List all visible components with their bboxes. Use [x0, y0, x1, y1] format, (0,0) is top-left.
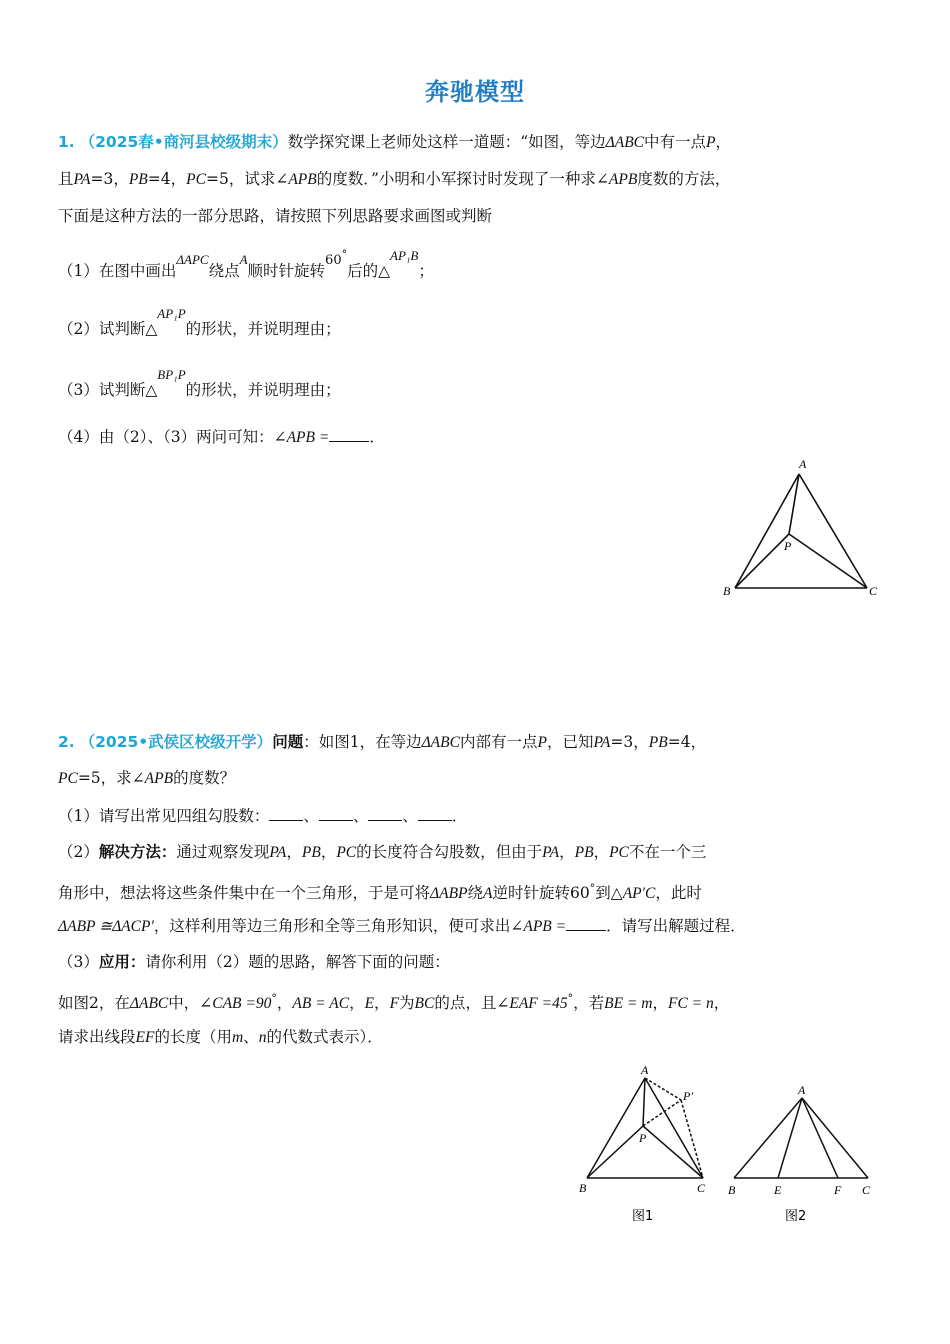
vertex-label-b: B: [723, 584, 731, 598]
q2-text: 的度数？: [173, 769, 236, 787]
q1-math: ∠APB =: [273, 429, 330, 446]
q2-math: ∠APB =: [510, 918, 567, 935]
q1-text: ，: [715, 133, 731, 151]
q1-math: ∠APB: [275, 171, 317, 188]
q2-text: ，: [633, 733, 649, 751]
q2-text: 中，: [168, 994, 200, 1013]
q2-math: ΔABP ≅ΔACP′: [58, 918, 154, 935]
q2-math: A: [483, 885, 493, 903]
q1-text: 数学探究课上老师处这样一道题：“如图，等边: [287, 133, 606, 151]
q1-text: 且: [58, 170, 74, 188]
vertex-label-c: C: [697, 1181, 706, 1195]
q2-text: ，: [652, 994, 668, 1013]
vertex-label-a: A: [798, 1083, 806, 1097]
q1-figure: [715, 452, 890, 602]
q2-text: 不在一个三: [628, 843, 707, 861]
q2-text: ，: [593, 843, 610, 861]
answer-blank: [418, 804, 452, 821]
q2-math: E: [364, 995, 375, 1013]
q2-math: n: [258, 1029, 267, 1046]
q1-text: 中有一点: [644, 133, 707, 151]
q2-step-1: [58, 804, 467, 827]
q1-text: 的度数．”小明和小军探讨时发现了一种求: [316, 170, 596, 188]
q2-math: ∠EAF =45: [496, 995, 568, 1013]
q2-line-1: [58, 731, 706, 754]
point-label-f: F: [834, 1183, 842, 1197]
q2-text: 逆时针旋转: [492, 884, 571, 903]
point-label-p: P: [784, 539, 792, 553]
q2-math: P: [537, 734, 547, 751]
q2-math: PA: [269, 844, 287, 861]
q2-math: EF: [135, 1029, 155, 1046]
answer-blank: [319, 804, 353, 821]
q2-text: ，: [349, 994, 365, 1013]
q1-line-3: 下面是这种方法的一部分思路，请按照下列思路要求画图或判断: [58, 207, 493, 225]
q2-figure-2: [722, 1082, 877, 1232]
q2-text: 到△: [595, 884, 623, 903]
q1-text: （1）在图中画出: [58, 262, 177, 281]
q2-text: 内部有一点: [459, 733, 538, 751]
q2-text: 如图2，在: [58, 994, 130, 1013]
q2-text: ，已知: [546, 733, 594, 751]
q1-math: =5: [205, 170, 229, 188]
q2-text: ：如图1，在等边: [303, 733, 422, 751]
q1-step-3: [58, 367, 341, 402]
q1-math: AP₁B: [390, 248, 419, 264]
q2-apply-line-2: [58, 1026, 383, 1049]
q2-text: ，若: [573, 994, 605, 1013]
answer-blank: [368, 804, 402, 821]
q2-math: =3: [610, 733, 634, 751]
q2-math: F: [389, 995, 400, 1013]
q2-step-2-line-1: [58, 841, 706, 864]
q2-label: 应用：: [98, 953, 146, 971]
q1-number: 1.: [58, 133, 75, 151]
q1-math: ΔABC: [605, 134, 644, 151]
q1-math: BP₁P: [157, 367, 186, 382]
q1-math: PA: [73, 171, 91, 188]
q2-text: 、: [243, 1028, 259, 1046]
q2-source: （2025•武侯区校级开学）: [79, 733, 273, 751]
q1-line-1: [58, 131, 731, 154]
q2-text: ，此时: [655, 884, 702, 903]
q2-math: PC: [609, 844, 629, 861]
q1-step-1: （1）在图中画出$^{\Delta APC}$绕点$^A$顺时针旋转$^{60^\circ}$后的△$^{AP_1B}$；: [58, 248, 434, 281]
q1-text: ；: [418, 262, 434, 281]
page-title: 奔驰模型: [425, 78, 525, 106]
figure-caption: 图1: [632, 1209, 654, 1224]
q2-math: PC: [336, 844, 357, 861]
q2-math: PB: [574, 844, 594, 861]
q2-text: 、: [303, 807, 319, 825]
q2-text: （2）: [58, 843, 99, 861]
q1-text: ，: [113, 170, 129, 188]
q2-step-2-line-2: 角形中，想法将这些条件集中在一个三角形，于是可将ΔABP绕A逆时针旋转60°到△AP′C，此时: [58, 882, 702, 903]
q2-number: 2.: [58, 733, 75, 751]
q2-text: 的长度（用: [154, 1028, 232, 1046]
q1-line-2: [58, 168, 730, 191]
vertex-label-c: C: [869, 584, 878, 598]
q1-math: 60: [325, 253, 342, 269]
q2-step-3: [58, 951, 450, 973]
q2-text: 请求出线段: [58, 1028, 136, 1046]
q1-math: ∠APB: [595, 171, 638, 188]
q2-math: PB: [301, 844, 321, 861]
q1-text: ，试求: [228, 170, 276, 188]
q2-figure-1: [575, 1062, 725, 1232]
q1-text: ．: [369, 428, 385, 446]
q2-math: m: [231, 1029, 244, 1046]
q2-text: （3）: [58, 953, 99, 971]
q1-math: =4: [147, 170, 171, 188]
q2-math: PB: [648, 734, 668, 751]
q2-text: 、: [402, 807, 418, 825]
q1-math: PB: [128, 171, 148, 188]
q2-text: ，这样利用等边三角形和全等三角形知识，便可求出: [153, 917, 511, 935]
q2-text: 的代数式表示）．: [266, 1028, 383, 1046]
q2-text: （1）请写出常见四组勾股数：: [58, 807, 270, 825]
q2-math: AB = AC: [292, 995, 350, 1013]
point-label-p-prime: P′: [683, 1089, 693, 1103]
q1-math: PC: [186, 171, 206, 188]
q2-math: 60: [570, 884, 590, 903]
q2-text: 的长度符合勾股数，但由于: [356, 843, 543, 861]
point-label-e: E: [774, 1183, 782, 1197]
q2-math: PC: [58, 770, 78, 787]
q2-text: ，: [559, 843, 575, 861]
q1-text: 顺时针旋转: [247, 262, 326, 281]
answer-blank: [269, 804, 303, 821]
q1-math: =3: [90, 170, 114, 188]
q2-text: ．: [451, 807, 468, 825]
q2-text: 请你利用（2）题的思路，解答下面的问题：: [145, 953, 450, 971]
q2-text: 的点，且: [434, 994, 497, 1013]
q1-source: （2025春•商河县校级期末）: [79, 133, 288, 151]
q2-math: =5: [77, 769, 101, 787]
q1-step-2: [58, 306, 341, 341]
q2-label: 解决方法：: [98, 843, 177, 861]
q1-math: ΔAPC: [176, 252, 209, 268]
q2-step-2-line-3: [58, 914, 746, 938]
q2-text: ，: [713, 994, 730, 1013]
q2-math: AP′C: [622, 885, 656, 903]
q2-math: ∠APB: [131, 770, 174, 787]
q2-text: ，: [690, 733, 707, 751]
q2-math: PA: [542, 844, 560, 861]
q1-math: P: [706, 134, 716, 151]
figure-caption: 图2: [785, 1209, 807, 1224]
answer-blank: [329, 425, 369, 442]
q2-text: ，求: [100, 769, 132, 787]
vertex-label-a: A: [641, 1063, 649, 1077]
q1-text: 后的△: [347, 262, 391, 281]
q2-text: ，: [320, 843, 337, 861]
q2-apply-line-1: 如图2，在ΔABC中，∠CAB =90°，AB = AC，E，F为BC的点，且∠EAF =45°，若BE = m，FC = n，: [58, 992, 730, 1013]
vertex-label-b: B: [728, 1183, 736, 1197]
point-label-p: P: [639, 1131, 647, 1145]
q2-line-2: [58, 767, 235, 790]
q1-text: 的形状，并说明理由；: [185, 320, 341, 338]
q1-text: ，: [170, 170, 187, 188]
q1-text: （4）由（2）、（3）两问可知：: [58, 428, 274, 446]
q2-math: FC = n: [667, 995, 714, 1013]
vertex-label-c: C: [862, 1183, 871, 1197]
q1-text: 度数的方法，: [637, 170, 731, 188]
answer-blank: [566, 914, 606, 931]
q2-text: ．请写出解题过程．: [606, 917, 746, 935]
q2-math: BE = m: [604, 995, 653, 1013]
q2-text: 通过观察发现: [176, 843, 270, 861]
q1-text: （2）试判断△: [58, 320, 158, 338]
vertex-label-b: B: [579, 1181, 587, 1195]
q2-label: 问题: [272, 733, 304, 751]
q1-math: AP₁P: [157, 306, 186, 321]
vertex-label-a: A: [799, 457, 807, 471]
q1-step-4: [58, 425, 385, 449]
q1-math: A: [239, 252, 248, 268]
q2-math: ∠CAB =90: [199, 995, 272, 1013]
q2-math: ΔABC: [129, 995, 169, 1013]
q2-text: 为: [399, 994, 415, 1013]
q1-text: 绕点: [208, 262, 240, 281]
q2-math: BC: [414, 995, 435, 1013]
q2-text: 绕: [467, 884, 484, 903]
q2-text: 、: [352, 807, 369, 825]
q1-text: （3）试判断△: [58, 381, 158, 399]
q2-math: ΔABP: [430, 885, 468, 903]
q1-text: 的形状，并说明理由；: [185, 381, 341, 399]
q2-math: =4: [667, 733, 691, 751]
q2-text: ，: [374, 994, 390, 1013]
q2-text: ，: [276, 994, 293, 1013]
q2-text: 角形中，想法将这些条件集中在一个三角形，于是可将: [58, 884, 431, 903]
q2-math: PA: [593, 734, 611, 751]
q2-text: ，: [286, 843, 302, 861]
q2-math: ΔABC: [421, 734, 460, 751]
